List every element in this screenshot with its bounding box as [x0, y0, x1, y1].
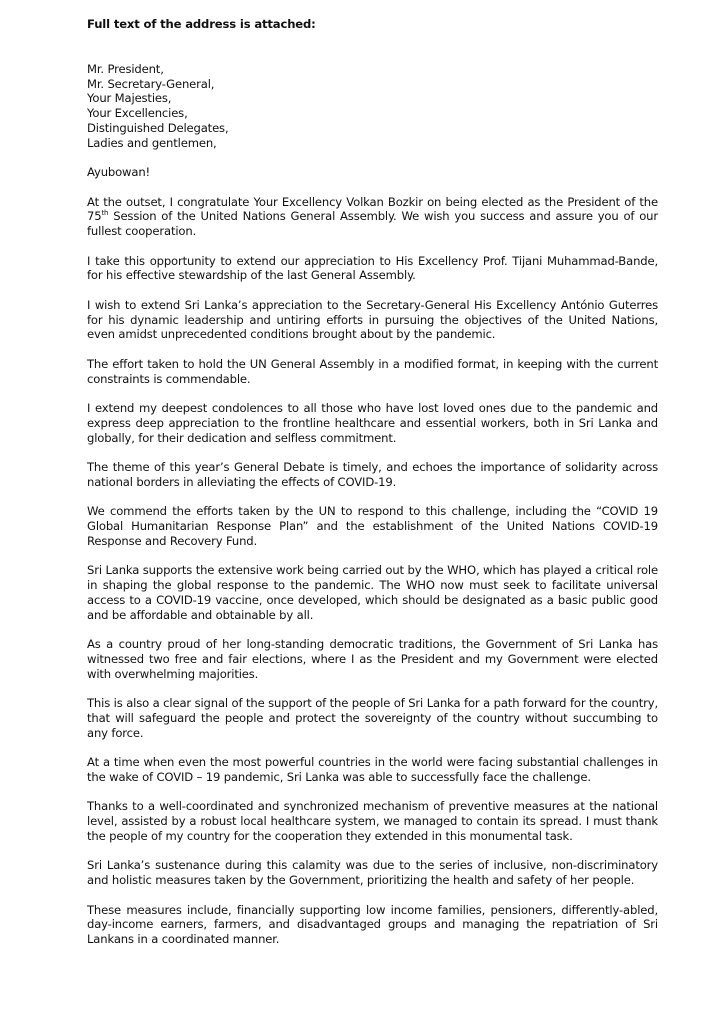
greeting: Ayubowan! — [87, 165, 151, 179]
paragraph-text: Session of the United Nations General Assembly. We wish you success and assure you of our fullest cooperation. — [87, 209, 658, 238]
salutation-line: Ladies and gentlemen, — [87, 135, 217, 150]
paragraph: Thanks to a well-coordinated and synchronized mechanism of preventive measures at the national level, assisted by a robust local healthcare system, we managed to contain its spread. I must thank the people of my country for the cooperation they extended in this monumental task. — [87, 799, 658, 843]
salutation-line: Mr. President, — [87, 61, 164, 76]
paragraph: We commend the efforts taken by the UN to respond to this challenge, including the “COVID 19 Global Humanitarian Response Plan” and the establishment of the United Nations COVID-19 Response and Recovery Fund. — [87, 504, 658, 548]
paragraph: The theme of this year’s General Debate is timely, and echoes the importance of solidarity across national borders in alleviating the effects of COVID-19. — [87, 460, 658, 489]
salutation-line: Your Excellencies, — [87, 106, 188, 120]
paragraph: As a country proud of her long-standing democratic traditions, the Government of Sri Lanka has witnessed two free and fair elections, where I as the President and my Government were elected with overwhelming majorities. — [87, 637, 658, 681]
salutation-line: Mr. Secretary-General, — [87, 76, 215, 91]
ordinal-suffix: th — [101, 209, 109, 218]
document-heading: Full text of the address is attached: — [87, 17, 316, 31]
paragraph: These measures include, financially supporting low income families, pensioners, differently-abled, day-income earners, farmers, and disadvantaged groups and managing the repatriation of Sri Lankans in a coordinated manner. — [87, 902, 658, 946]
salutation-line: Distinguished Delegates, — [87, 120, 229, 135]
paragraph: At a time when even the most powerful countries in the world were facing substantial challenges in the wake of COVID – 19 pandemic, Sri Lanka was able to successfully face the challenge. — [87, 755, 658, 784]
paragraph: Sri Lanka’s sustenance during this calamity was due to the series of inclusive, non-discriminatory and holistic measures taken by the Government, prioritizing the health and safety of her people. — [87, 858, 658, 887]
paragraph: This is also a clear signal of the support of the people of Sri Lanka for a path forward for the country, that will safeguard the people and protect the sovereignty of the country without succumbing to any force. — [87, 696, 658, 740]
paragraph-text: At the outset, I congratulate Your Excellency Volkan Bozkir on being elected as the President of the 75 — [87, 194, 658, 224]
document-page — [87, 17, 658, 962]
salutation-line: Your Majesties, — [87, 91, 172, 106]
salutation-block — [87, 62, 658, 151]
paragraph: I take this opportunity to extend our appreciation to His Excellency Prof. Tijani Muhammad-Bande, for his effective stewardship of the last General Assembly. — [87, 253, 658, 283]
paragraph: I wish to extend Sri Lanka’s appreciation to the Secretary-General His Excellency António Guterres for his dynamic leadership and untiring efforts in pursuing the objectives of the United Nations, even amidst unprecedented conditions brought about by the pandemic. — [87, 297, 658, 342]
paragraph: I extend my deepest condolences to all those who have lost loved ones due to the pandemic and express deep appreciation to the frontline healthcare and essential workers, both in Sri Lanka and globally, for their dedication and selfless commitment. — [87, 401, 658, 445]
paragraph: The effort taken to hold the UN General Assembly in a modified format, in keeping with the current constraints is commendable. — [87, 356, 658, 386]
paragraph-congratulation — [87, 195, 658, 239]
paragraph: Sri Lanka supports the extensive work being carried out by the WHO, which has played a critical role in shaping the global response to the pandemic. The WHO now must seek to facilitate universal access to a COVID-19 vaccine, once developed, which should be designated as a basic public good and be affordable and obtainable by all. — [87, 563, 658, 622]
